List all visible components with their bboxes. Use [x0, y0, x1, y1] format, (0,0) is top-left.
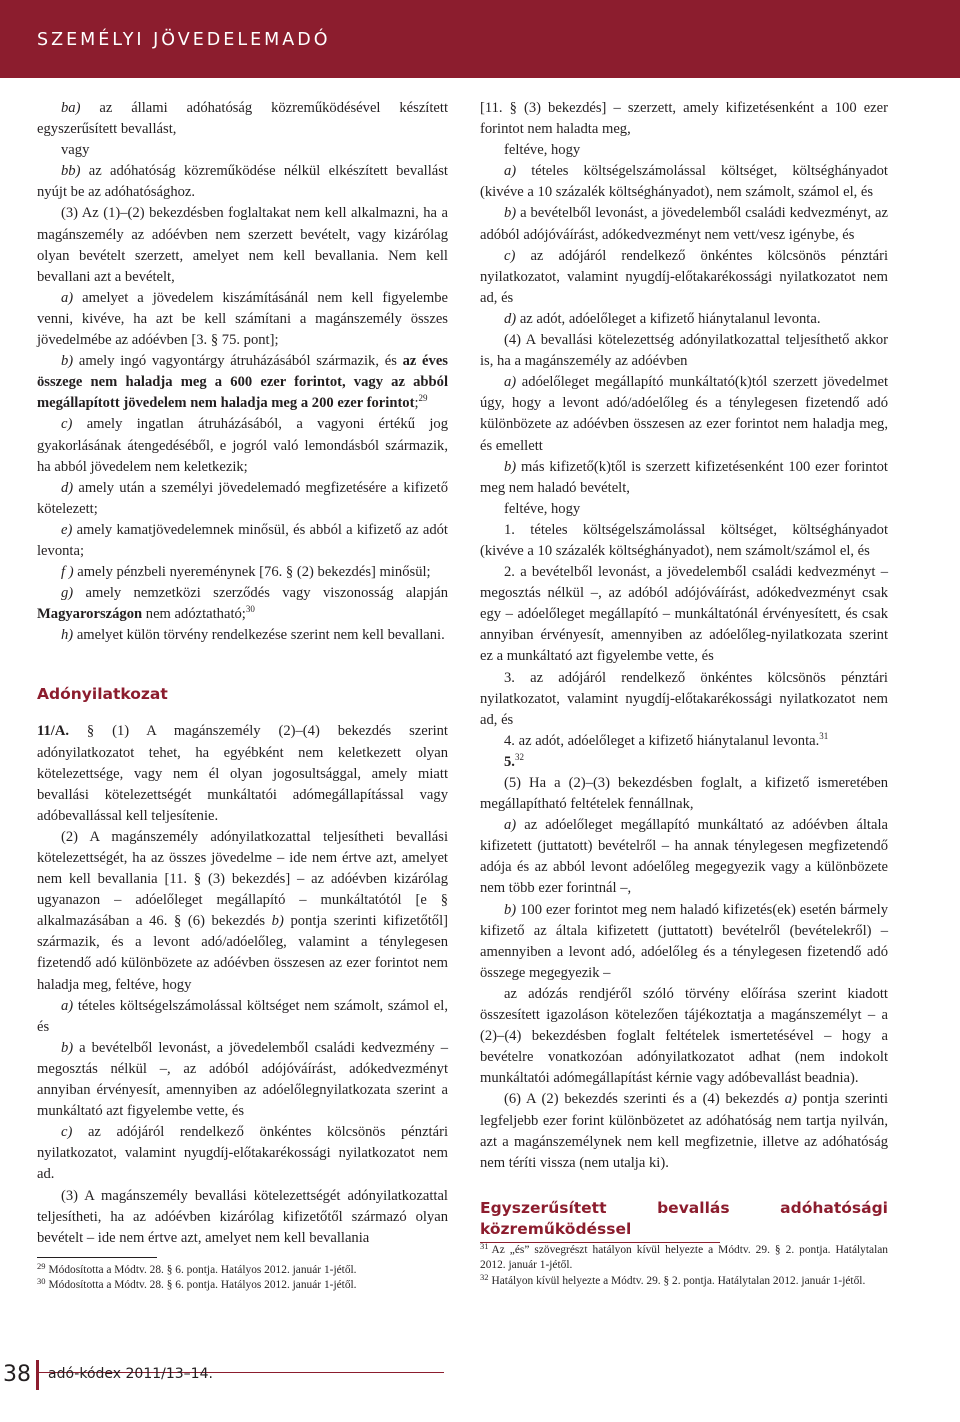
paragraph-11a-2a — [37, 996, 448, 1038]
item-number: 5. — [504, 753, 515, 770]
footnote-ref: 32 — [514, 752, 524, 763]
footnote-number: 30 — [37, 1276, 46, 1287]
item-marker: f ) — [61, 564, 74, 581]
footnote-text: Hatályon kívül helyezte a Módtv. 29. § 2. pontja. Hatálytalan 2012. január 1-jétől. — [491, 1274, 866, 1287]
footnote-number: 32 — [480, 1271, 489, 1282]
item-marker: a) — [61, 289, 74, 306]
paragraph-text: pontja szerinti kifizetőtől] származik, és a levont adó/adóelőleg, valamint a ténylegesen fizetendő adó különbözete az adóévben összesen az ezer forintot nem haladja meg, feltéve, hogy — [37, 913, 449, 993]
paragraph-r-item-3: 3. az adójáról rendelkező önkéntes kölcsönös pénztári nyilatkozatot, valamint nyugdíj-előtakarékossági nyilatkozatot nem ad, és — [480, 669, 888, 728]
item-marker: a) — [504, 817, 517, 834]
paragraph-rd — [480, 309, 888, 330]
footnote-divider — [37, 1257, 157, 1258]
item-marker: b) — [504, 205, 517, 222]
paragraph-feltéve-2: feltéve, hogy — [504, 500, 581, 517]
footnote-31 — [480, 1240, 888, 1274]
item-marker: g) — [61, 585, 74, 602]
item-marker: b) — [271, 913, 284, 930]
page-number: 38 — [3, 1362, 31, 1387]
item-marker: b) — [504, 458, 517, 475]
item-marker: a) — [504, 163, 517, 180]
paragraph-ra — [480, 161, 888, 203]
paragraph-text: az állami adóhatóság közreműködésével készített egyszerűsített bevallást, — [37, 100, 448, 138]
section-header-bar — [0, 0, 960, 78]
publication-name: adó-kódex 2011/13–14. — [48, 1366, 213, 1382]
heading-adonyilatkozat: Adónyilatkozat — [37, 685, 168, 704]
item-marker: a) — [504, 374, 517, 391]
paragraph-text: adóelőleget megállapító munkáltató(k)tól szerzett jövedelmet úgy, hogy a levont adó/adóelőleg és a ténylegesen fizetendő adó különbözete az adóévben összesen az ezer forintot nem haladja meg, és emellett — [480, 374, 888, 454]
paragraph-text: az adóelőleget megállapító munkáltató az adóévben általa kifizetett (juttatott) bevételről – ha annak ténylegesen megfizetendő adója és az abból levont adóelőleg megegyezik vagy a különbözete nem több ezer forintnál –, — [480, 817, 888, 897]
paragraph-text: nem adóztatható; — [142, 606, 246, 623]
paragraph-text: 4. az adót, adóelőleget a kifizető hiánytalanul levonta. — [504, 732, 820, 749]
paragraph-text: amelyet külön törvény rendelkezése szerint nem kell bevallani. — [73, 627, 445, 644]
paragraph-text: § (1) A magánszemély (2)–(4) bekezdés szerint adónyilatkozatot tehet, ha egyébként nem keletkezett olyan kötelezettsége, vagy nem él olyan jogosultsággal, amely miatt bevallási kötelezettségét munkáltatói adómegállapítással vagy adóbevallással kell teljesítenie. — [37, 723, 448, 824]
paragraph-text: amely nemzetközi szerződés vagy viszonosság alapján — [73, 585, 448, 602]
heading-egyszerusitett-bevallas: Egyszerűsített bevallás adóhatósági közreműködéssel — [480, 1198, 888, 1238]
footnote-text: Módosította a Módtv. 28. § 6. pontja. Hatályos 2012. január 1-jétől. — [48, 1279, 357, 1292]
paragraph-e — [37, 520, 448, 562]
paragraph-feltéve: feltéve, hogy — [504, 142, 581, 159]
paragraph-r4: (4) A bevallási kötelezettség adónyilatkozattal teljesíthető akkor is, ha a magánszemély az adóévben — [480, 332, 888, 370]
item-marker: d) — [61, 479, 74, 496]
paragraph-c — [37, 414, 448, 477]
item-marker: b) — [504, 901, 517, 918]
footnote-ref: 29 — [418, 393, 428, 404]
paragraph-r5a — [480, 815, 888, 899]
paragraph-11a-2 — [37, 827, 448, 996]
paragraph-11a-3: (3) A magánszemély bevallási kötelezettségét adónyilatkozattal teljesítheti, ha az adóévben kizárólag kifizetőtől származó olyan bevételt – ide nem értve azt, amelyet nem kell bevallania — [37, 1187, 448, 1246]
paragraph-text: amely ingatlan átruházásából, a vagyoni értékű jog gyakorlásának átengedéséből, e jogról való lemondásból származik, ha abból jövedelem nem keletkezik; — [37, 416, 448, 475]
paragraph-text: tételes költségelszámolással költséget, költséghányadot (kivéve a 10 százalék költséghányadot), nem számolt, számol el, és — [480, 163, 888, 201]
paragraph-g — [37, 583, 448, 625]
paragraph-text: ; — [414, 395, 419, 412]
paragraph-text: az adóhatóság közreműködése nélkül elkészített bevallást nyújt be az adóhatósághoz. — [37, 163, 448, 201]
paragraph-text: amely ingó vagyontárgy átruházásából származik, és — [73, 353, 403, 370]
paragraph-a — [37, 288, 448, 351]
item-marker: ba) — [61, 100, 81, 116]
paragraph-r1: [11. § (3) bekezdés] – szerzett, amely kifizetésenként a 100 ezer forintot nem haladta meg, — [480, 100, 888, 138]
footnote-text: Módosította a Módtv. 28. § 6. pontja. Hatályos 2012. január 1-jétől. — [48, 1263, 357, 1276]
item-marker: c) — [61, 1124, 73, 1141]
item-marker: c) — [61, 416, 73, 433]
paragraph-11a-2b — [37, 1038, 448, 1122]
paragraph-text: 100 ezer forintot meg nem haladó kifizetés(ek) esetén bármely kifizető az általa kifizetett (juttatott) bevételről (bevételekről) – amennyiben a levont adó, adóelőleg és a ténylegesen fizetendő adó összege megegyezik – — [480, 901, 888, 981]
paragraph-r-item-2: 2. a bevételből levonást, a jövedelemből családi kedvezményt – megosztás nélkül –, az adóból adójóváírást, adókedvezményt csak egy – adóelőleget megállapító – munkáltatónál érvényesített, és csak annyiban érvényesít, amennyiben az adóelőleg-nyilatkozata szerint ez a munkáltató azt figyelembe vette, és — [480, 564, 888, 665]
paragraph-text: pontja szerinti legfeljebb ezer forint különbözetet az adóhatóság nem tartja nyilván, azt a magánszemélynek nem kell megfizetnie, illetve az adóhatóság nem téríti vissza (nem utalja ki). — [480, 1091, 888, 1171]
item-marker: b) — [61, 1039, 74, 1056]
amended-text: Magyarországon — [37, 606, 143, 623]
paragraph-text: más kifizető(k)től is szerzett kifizetésenként 100 ezer forintot meg nem haladó bevételt, — [480, 458, 888, 496]
right-column — [480, 98, 888, 1289]
footnote-number: 31 — [480, 1240, 489, 1251]
paragraph-ba — [37, 98, 448, 140]
paragraph-r-item-1: 1. tételes költségelszámolással költséget, költséghányadot (kivéve a 10 százalék költséghányadot), nem számolt/számol el, és — [480, 521, 888, 559]
footnote-ref: 31 — [819, 730, 829, 741]
section-number: 11/A. — [37, 723, 70, 740]
item-marker: a) — [784, 1091, 797, 1108]
paragraph-r5: (5) Ha a (2)–(3) bekezdésben foglalt, a kifizető ismeretében megállapítható feltételek fennállnak, — [480, 775, 888, 813]
paragraph-text: amely pénzbeli nyereménynek [76. § (2) bekezdés] minősül; — [73, 564, 431, 581]
amended-text: az éves összege nem haladja meg a 600 ezer forintot, vagy az abból megállapított jövedelem nem haladja meg a 200 ezer forintot — [37, 353, 448, 412]
paragraph-text: a bevételből levonást, a jövedelemből családi kedvezményt, az adóból adójóváírást, adókedvezményt nem vett/vesz igénybe, és — [480, 205, 888, 243]
paragraph-text: az adójáról rendelkező önkéntes kölcsönös pénztári nyilatkozatot, valamint nyugdíj-előtakarékossági nyilatkozatot nem ad, és — [480, 247, 888, 306]
paragraph-11a-2c — [37, 1122, 448, 1185]
paragraph-text: amelyet a jövedelem kiszámításánál nem kell figyelembe venni, kivéve, ha azt be kell számítani a magánszemély összes jövedelmébe az adóévben [3. § 75. pont]; — [37, 289, 448, 349]
footnote-29 — [37, 1260, 448, 1278]
item-marker: e) — [61, 521, 73, 538]
paragraph-r-item-5 — [480, 752, 888, 773]
item-marker: d) — [504, 310, 517, 327]
paragraph-r5-tail: az adózás rendjéről szóló törvény előírása szerint kiadott összesített igazoláson kötelezően tájékoztatja a magánszemélyt – a (2)–(4) bekezdésben foglalt feltételek ismertetésével – hogy a bevételre vonatkozóan adónyilatkozatot adhat (nem indokolt munkáltatói adómegállapítást kérnie vagy adóbevallást beadnia). — [480, 985, 888, 1087]
paragraph-11a-1 — [37, 721, 448, 826]
paragraph-text: az adót, adóelőleget a kifizető hiánytalanul levonta. — [516, 310, 821, 327]
paragraph-rc — [480, 246, 888, 309]
footnote-ref: 30 — [245, 604, 255, 615]
item-marker: b) — [61, 353, 74, 370]
paragraph-r4a — [480, 372, 888, 456]
paragraph-3: (3) Az (1)–(2) bekezdésben foglaltakat nem kell alkalmazni, ha a magánszemély az adóévben nem szerzett bevételt, vagy kizárólag olyan bevételt szerzett, amelyet nem kell bevallania. Nem kell bevallani azt a bevételt, — [37, 205, 448, 285]
paragraph-d — [37, 478, 448, 520]
item-marker: bb) — [61, 163, 81, 180]
paragraph-r6 — [480, 1089, 888, 1173]
paragraph-text: amely kamatjövedelemnek minősül, és abból a kifizető az adót levonta; — [37, 521, 448, 559]
paragraph-f — [37, 562, 448, 583]
paragraph-h — [37, 625, 448, 646]
paragraph-text: (2) A magánszemély adónyilatkozattal teljesítheti bevallási kötelezettségét, ha az összes jövedelme – ide nem értve azt, amelyet nem kell bevallania [11. § (3) bekezdés] – az adóévben kizárólag ugyanazon – adóelőleget megállapító – munkáltatótól [e § alkalmazásában a 46. § (6) bekezdés — [37, 828, 448, 930]
paragraph-b — [37, 351, 448, 414]
left-column — [37, 98, 448, 1294]
paragraph-r-item-4 — [480, 731, 888, 752]
item-marker: h) — [61, 627, 74, 644]
footnote-30 — [37, 1278, 448, 1293]
paragraph-r5b — [480, 900, 888, 984]
paragraph-text: az adójáról rendelkező önkéntes kölcsönös pénztári nyilatkozatot, valamint nyugdíj-előtakarékossági nyilatkozatot nem ad. — [37, 1124, 448, 1183]
footnote-32 — [480, 1271, 888, 1289]
item-marker: c) — [504, 247, 516, 264]
item-marker: a) — [61, 997, 74, 1014]
paragraph-bb — [37, 161, 448, 203]
paragraph-text: tételes költségelszámolással költséget nem számolt, számol el, és — [37, 997, 448, 1035]
paragraph-rb — [480, 203, 888, 245]
paragraph-text: amely után a személyi jövedelemadó megfizetésére a kifizető kötelezett; — [37, 479, 448, 517]
paragraph-text: a bevételből levonást, a jövedelemből családi kedvezmény – megosztás nélkül –, az adóból adójóváírást, adókedvezményt annyiban érvényesít, amennyiben az adóelőlegnyilatkozata szerint a munkáltató azt figyelembe vette, és — [37, 1039, 448, 1120]
paragraph-text: (6) A (2) bekezdés szerinti és a (4) bekezdés — [504, 1091, 785, 1108]
footnote-text: Az „és” szövegrészt hatályon kívül helyezte a Módtv. 29. § 2. pontja. Hatálytalan 2012. január 1-jétől. — [480, 1243, 888, 1272]
paragraph-vagy: vagy — [61, 142, 90, 159]
footnote-number: 29 — [37, 1260, 46, 1271]
paragraph-r4b — [480, 457, 888, 499]
section-title: SZEMÉLYI JÖVEDELEMADÓ — [37, 30, 331, 50]
